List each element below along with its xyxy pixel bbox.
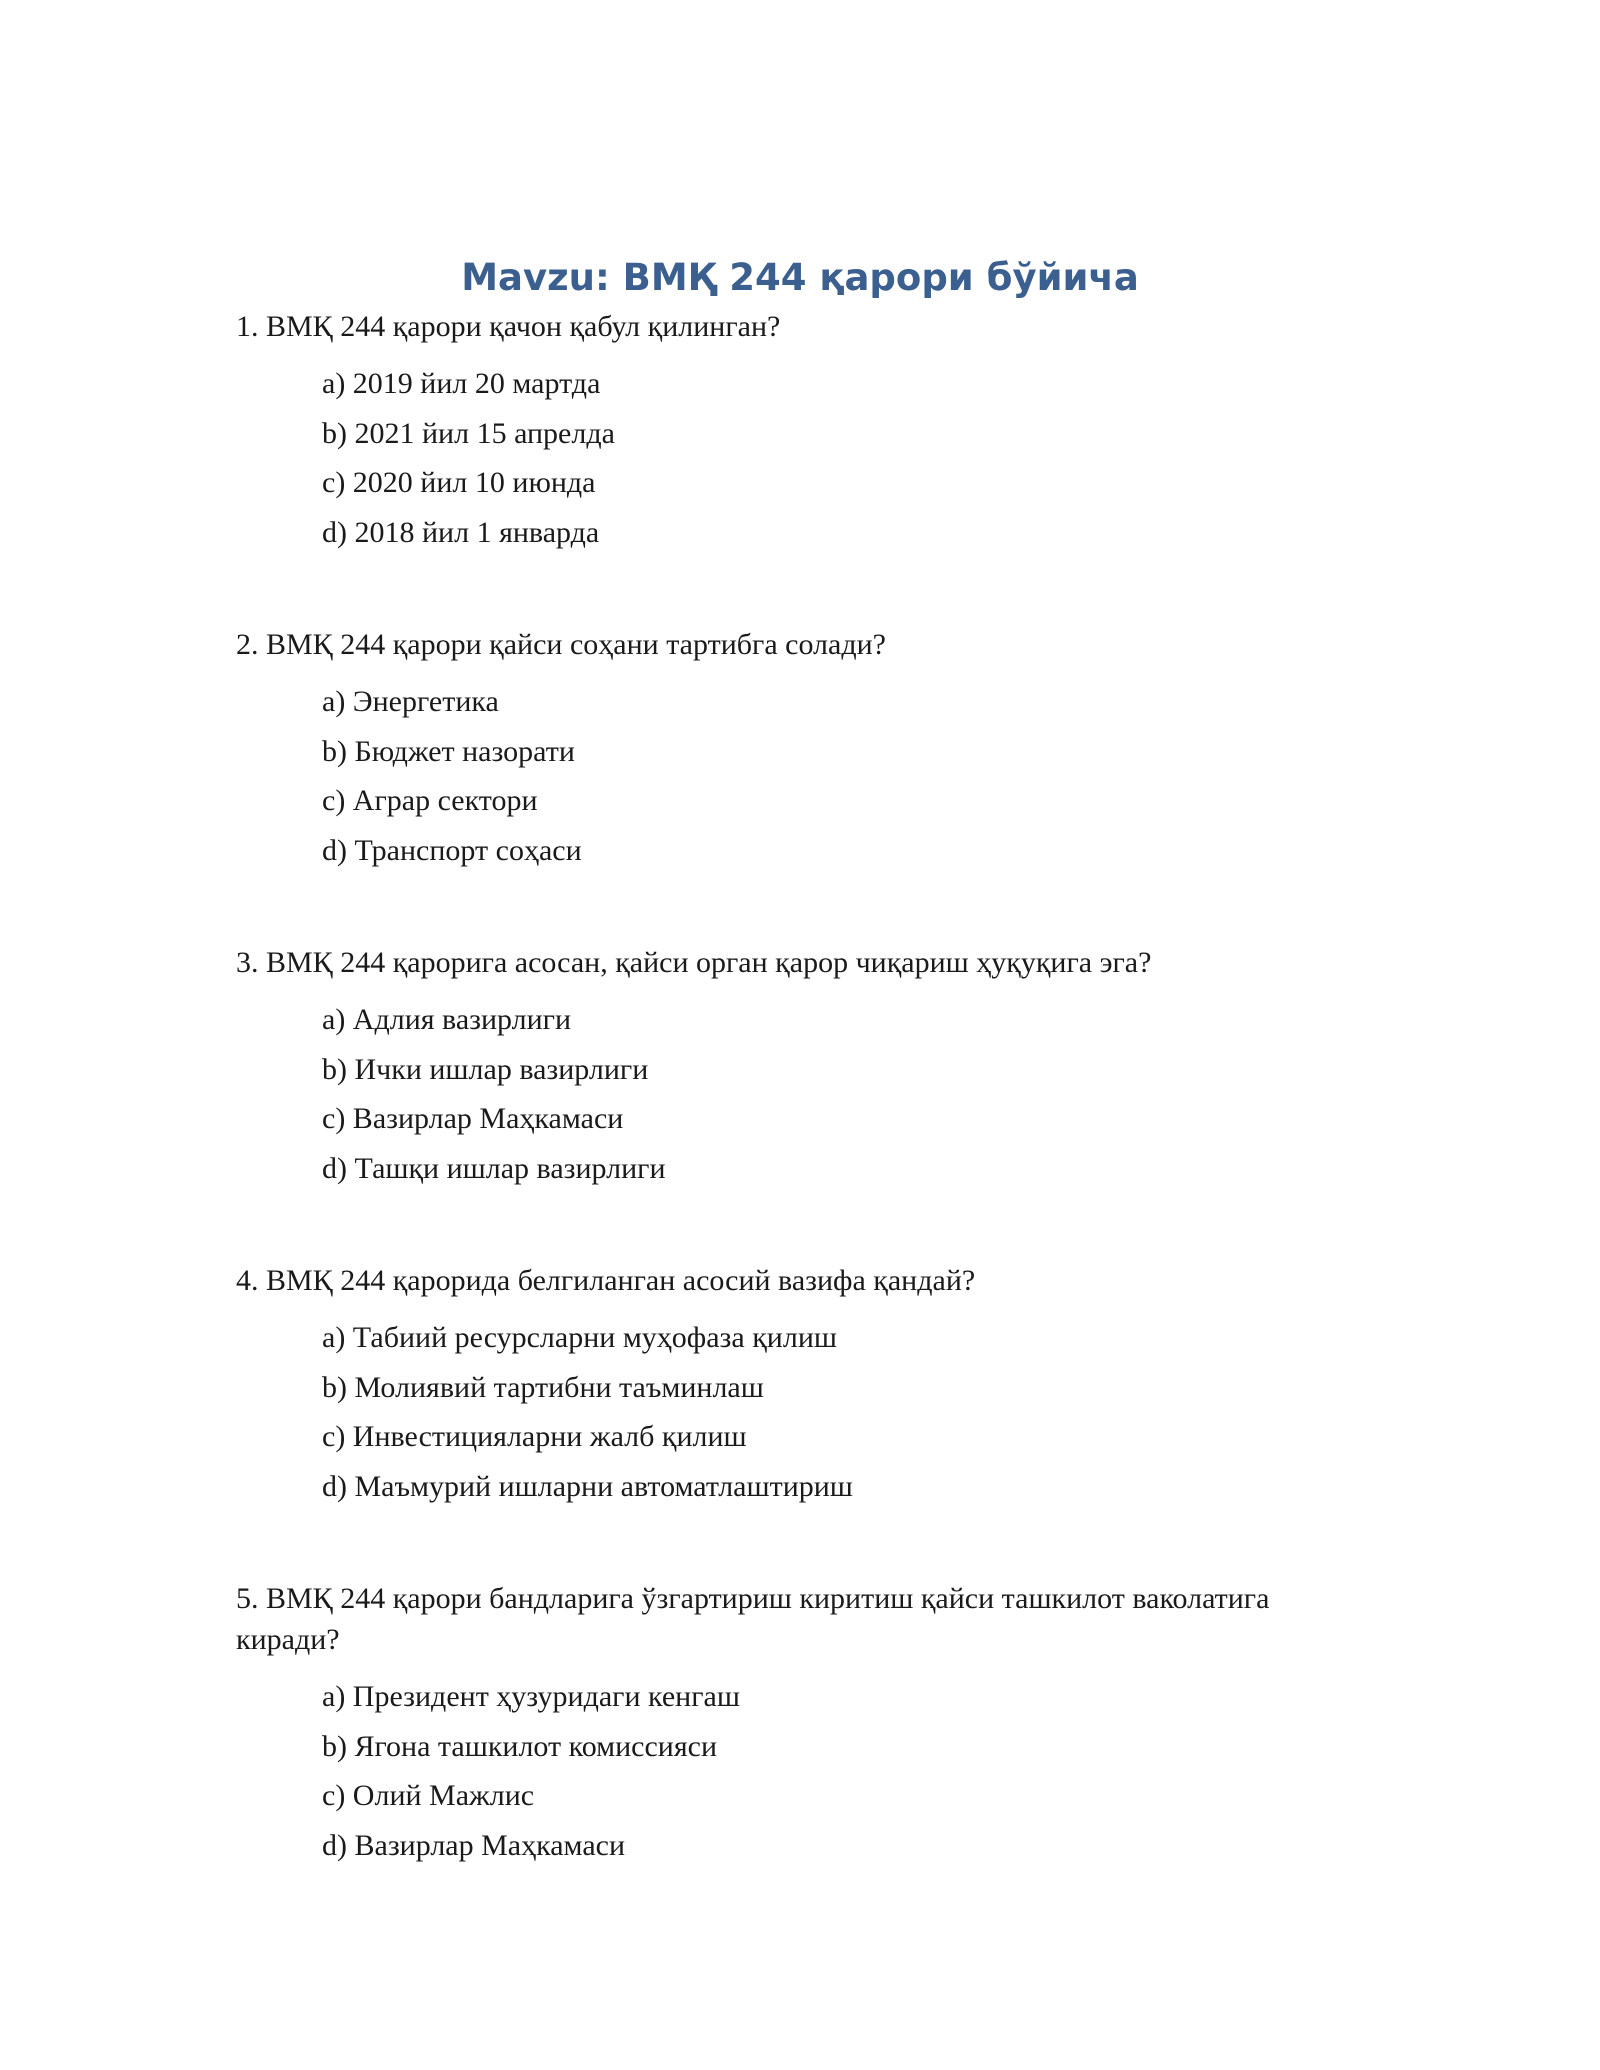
- document-title: Mavzu: ВМҚ 244 қарори бўйича: [461, 256, 1139, 299]
- answer-option-d: d) Транспорт соҳаси: [322, 833, 582, 867]
- question-text: 4. ВМҚ 244 қарорида белгиланган асосий вазифа қандай?: [236, 1264, 976, 1297]
- answer-option-d: d) Вазирлар Маҳкамаси: [322, 1828, 626, 1862]
- answer-option-a: a) Адлия вазирлиги: [322, 1003, 572, 1036]
- answer-option-c: c) Вазирлар Маҳкамаси: [322, 1102, 624, 1135]
- question-list: [236, 306, 1366, 1937]
- question-2: [236, 624, 1366, 875]
- question-text: 3. ВМҚ 244 қарорига асосан, қайси орган қарор чиқариш ҳуқуқига эга?: [236, 946, 1152, 979]
- answer-option-a: a) Табиий ресурсларни муҳофаза қилиш: [322, 1321, 837, 1354]
- answer-options: [322, 359, 1366, 557]
- answer-option-d: d) 2018 йил 1 январда: [322, 515, 600, 549]
- question-1: [236, 306, 1366, 557]
- answer-option-b: b) Ички ишлар вазирлиги: [322, 1052, 649, 1086]
- answer-option-c: c) Инвестицияларни жалб қилиш: [322, 1420, 747, 1453]
- question-text: 2. ВМҚ 244 қарори қайси соҳани тартибга солади?: [236, 628, 886, 661]
- question-text: 5. ВМҚ 244 қарори бандларига ўзгартириш киритиш қайси ташкилот ваколатига киради?: [236, 1582, 1270, 1656]
- question-5: [236, 1578, 1366, 1870]
- answer-option-a: a) Президент ҳузуридаги кенгаш: [322, 1680, 740, 1713]
- answer-options: [322, 677, 1366, 875]
- answer-option-d: d) Ташқи ишлар вазирлиги: [322, 1151, 666, 1185]
- answer-option-b: b) Бюджет назорати: [322, 734, 575, 768]
- answer-option-d: d) Маъмурий ишларни автоматлаштириш: [322, 1469, 853, 1503]
- answer-options: [322, 1672, 1366, 1870]
- answer-option-a: a) 2019 йил 20 мартда: [322, 367, 601, 400]
- answer-option-a: a) Энергетика: [322, 685, 499, 718]
- answer-options: [322, 1313, 1366, 1511]
- answer-option-b: b) Молиявий тартибни таъминлаш: [322, 1370, 764, 1404]
- answer-options: [322, 995, 1366, 1193]
- question-3: [236, 942, 1366, 1193]
- answer-option-c: c) Аграр сектори: [322, 784, 538, 817]
- answer-option-c: c) 2020 йил 10 июнда: [322, 466, 596, 499]
- answer-option-c: c) Олий Мажлис: [322, 1779, 535, 1812]
- answer-option-b: b) 2021 йил 15 апрелда: [322, 416, 615, 450]
- question-text: 1. ВМҚ 244 қарори қачон қабул қилинган?: [236, 310, 781, 343]
- answer-option-b: b) Ягона ташкилот комиссияси: [322, 1729, 718, 1763]
- question-4: [236, 1260, 1366, 1511]
